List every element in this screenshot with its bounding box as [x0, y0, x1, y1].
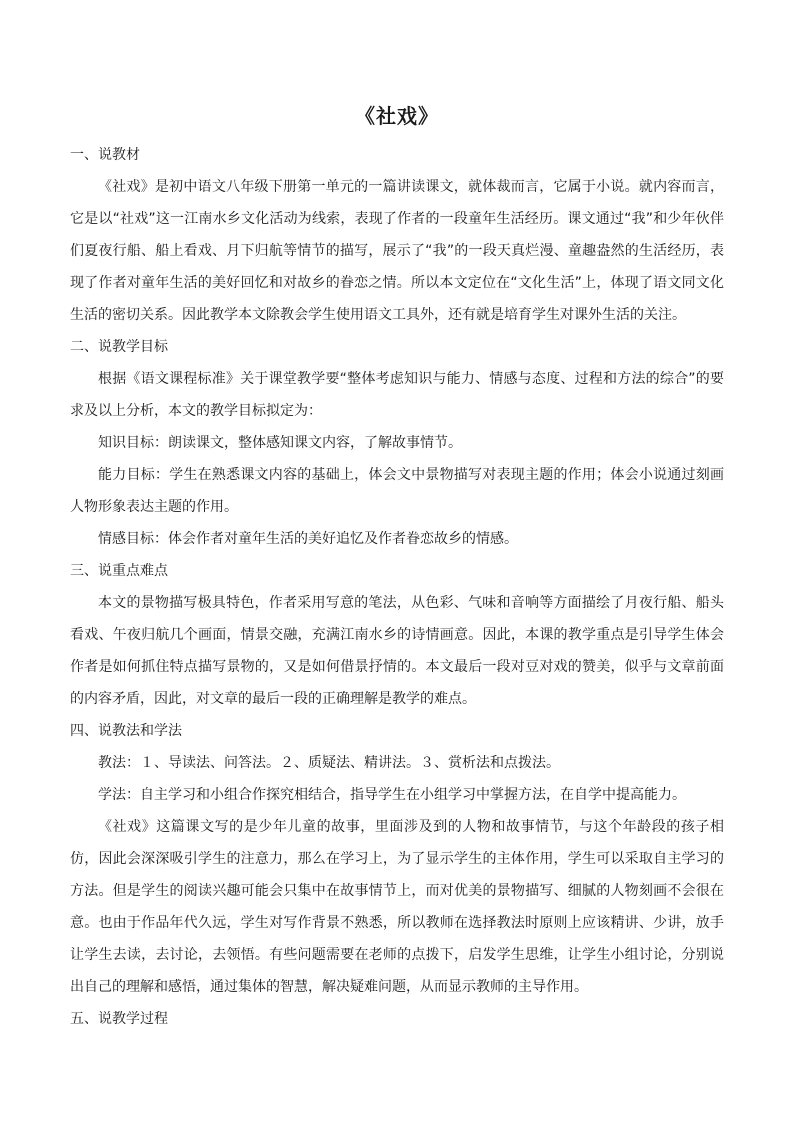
paragraph: 《社戏》这篇课文写的是少年儿童的故事，里面涉及到的人物和故事情节，与这个年龄段的孩子相仿，因此会深深吸引学生的注意力，那么在学习上，为了显示学生的主体作用，学生可以采取自主学习的方法。但是学生的阅读兴趣可能会只集中在故事情节上，而对优美的景物描写、细腻的人物刻画不会很在意。也由于作品年代久远，学生对写作背景不熟悉，所以教师在选择教法时原则上应该精讲、少讲，放手让学生去读，去讨论，去领悟。有些问题需要在老师的点拨下，启发学生思维，让学生小组讨论，分别说出自己的理解和感悟，通过集体的智慧，解决疑难问题，从而显示教师的主导作用。 — [70, 819, 724, 995]
paragraph: 教法：１、导读法、问答法。２、质疑法、精讲法。３、赏析法和点拨法。 — [98, 755, 560, 771]
paragraph: 本文的景物描写极具特色，作者采用写意的笔法，从色彩、气味和音响等方面描绘了月夜行船、船头看戏、午夜归航几个画面，情景交融，充满江南水乡的诗情画意。因此，本课的教学重点是引导学生体会作者是如何抓住特点描写景物的，又是如何借景抒情的。本文最后一段对豆对戏的赞美，似乎与文章前面的内容矛盾，因此，对文章的最后一段的正确理解是教学的难点。 — [70, 595, 724, 707]
section-heading: 一、说教材 — [70, 147, 140, 163]
section-teaching-goals — [70, 331, 724, 555]
section-heading: 二、说教学目标 — [70, 339, 168, 355]
section-heading: 三、说重点难点 — [70, 563, 168, 579]
paragraph: 知识目标：朗读课文，整体感知课文内容，了解故事情节。 — [98, 435, 462, 451]
section-textbook — [70, 139, 724, 331]
paragraph: 根据《语文课程标准》关于课堂教学要“整体考虑知识与能力、情感与态度、过程和方法的综合”的要求及以上分析，本文的教学目标拟定为： — [70, 371, 724, 419]
section-heading: 四、说教法和学法 — [70, 723, 182, 739]
paragraph: 《社戏》是初中语文八年级下册第一单元的一篇讲读课文，就体裁而言，它属于小说。就内容而言，它是以“社戏”这一江南水乡文化活动为线索，表现了作者的一段童年生活经历。课文通过“我”和少年伙伴们夏夜行船、船上看戏、月下归航等情节的描写，展示了“我”的一段天真烂漫、童趣盎然的生活经历，表现了作者对童年生活的美好回忆和对故乡的眷恋之情。所以本文定位在“文化生活”上，体现了语文同文化生活的密切关系。因此教学本文除教会学生使用语文工具外，还有就是培育学生对课外生活的关注。 — [70, 179, 724, 323]
section-methods — [70, 715, 724, 1003]
section-heading: 五、说教学过程 — [70, 1011, 168, 1027]
section-key-points — [70, 555, 724, 715]
paragraph: 能力目标：学生在熟悉课文内容的基础上，体会文中景物描写对表现主题的作用；体会小说通过刻画人物形象表达主题的作用。 — [70, 467, 724, 515]
paragraph: 学法：自主学习和小组合作探究相结合，指导学生在小组学习中掌握方法，在自学中提高能力。 — [98, 787, 686, 803]
document-title: 《社戏》 — [355, 104, 439, 128]
paragraph: 情感目标：体会作者对童年生活的美好追忆及作者眷恋故乡的情感。 — [98, 531, 518, 547]
section-process — [70, 1003, 724, 1035]
